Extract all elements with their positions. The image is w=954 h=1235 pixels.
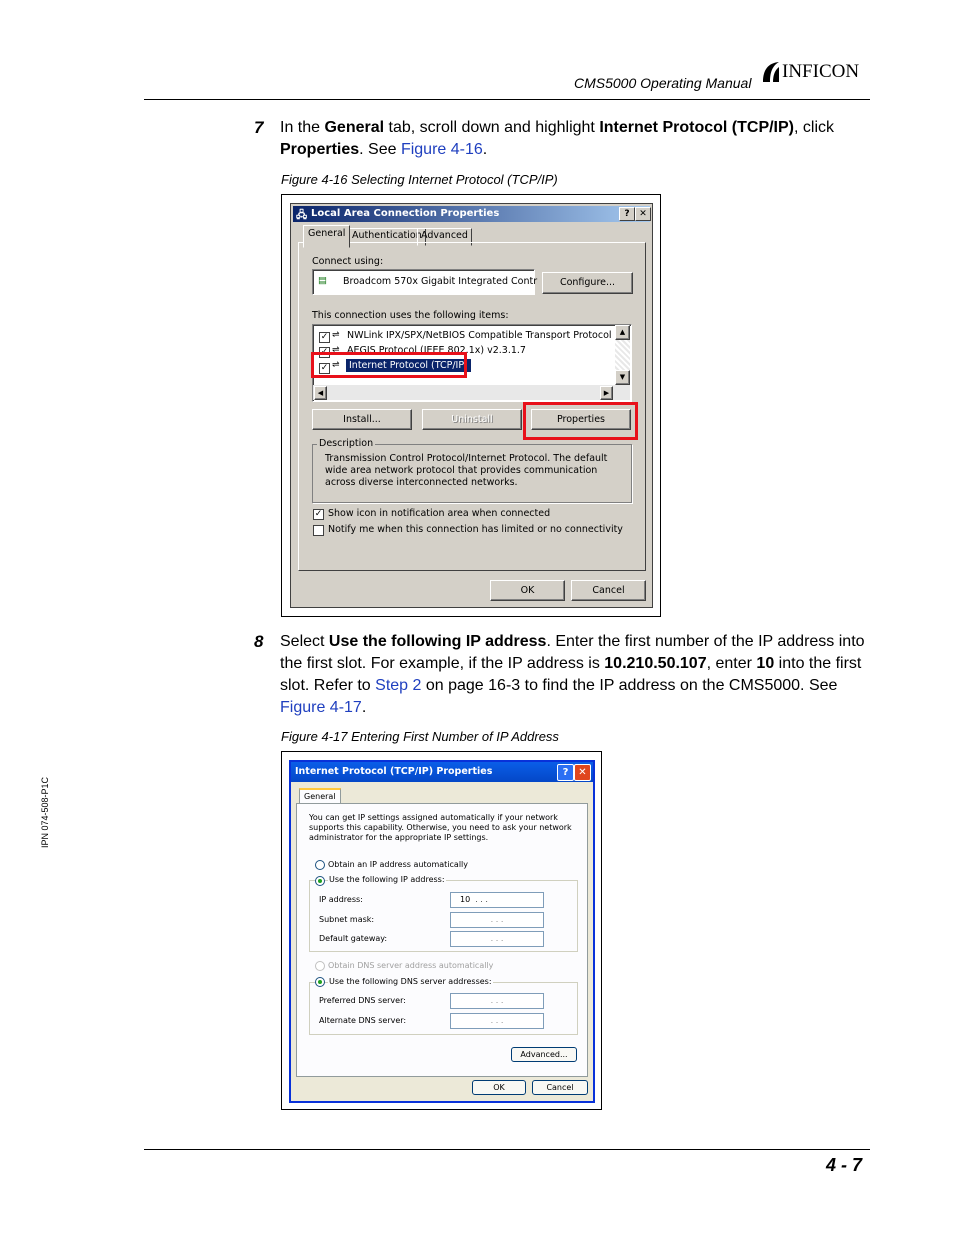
- scroll-left-arrow-icon[interactable]: ◀: [314, 386, 327, 400]
- ok-button[interactable]: OK: [490, 580, 565, 601]
- tab-general[interactable]: General: [303, 225, 350, 248]
- use-dns-radio[interactable]: [315, 977, 325, 987]
- connect-using-label: Connect using:: [312, 256, 384, 267]
- protocol-icon: ⇌: [332, 345, 340, 355]
- alternate-dns-field[interactable]: . . .: [450, 1013, 544, 1029]
- items-label: This connection uses the following items:: [312, 310, 509, 321]
- uninstall-button: Uninstall: [422, 409, 522, 430]
- step-8-number: 8: [254, 632, 264, 651]
- figure-4-16-caption: Figure 4-16 Selecting Internet Protocol (TCP/IP): [281, 172, 558, 187]
- intro-text: You can get IP settings assigned automatically if your network supports this capability. Otherwise, you need to ask your network administrator for the appropriate IP settings.: [309, 813, 572, 842]
- inficon-logo: [760, 60, 875, 84]
- tab-advanced[interactable]: Advanced: [417, 228, 472, 246]
- subnet-mask-field[interactable]: . . .: [450, 912, 544, 928]
- obtain-ip-label: Obtain an IP address automatically: [328, 860, 469, 869]
- close-button[interactable]: ✕: [574, 764, 591, 781]
- description-text: Transmission Control Protocol/Internet Protocol. The default wide area network protocol that provides communication across diverse interconnected networks.: [325, 453, 608, 488]
- tab-general[interactable]: General: [299, 788, 341, 803]
- use-ip-label: Use the following IP address:: [329, 875, 445, 884]
- adapter-field: [312, 269, 538, 295]
- list-item-nwlink[interactable]: NWLink IPX/SPX/NetBIOS Compatible Transport Protocol: [347, 330, 612, 341]
- network-card-icon: ▤: [318, 275, 327, 286]
- network-icon: 🖧: [296, 210, 308, 221]
- use-ip-radio[interactable]: [315, 876, 325, 886]
- protocol-icon: ⇌: [332, 360, 340, 370]
- dialog-titlebar: [293, 206, 650, 222]
- figure-4-17-caption: Figure 4-17 Entering First Number of IP Address: [281, 729, 559, 744]
- show-icon-checkbox[interactable]: ✓: [314, 509, 323, 519]
- lan-properties-dialog: [290, 203, 653, 608]
- ok-button[interactable]: OK: [472, 1080, 526, 1095]
- document-title: CMS5000 Operating Manual: [574, 75, 752, 91]
- scroll-up-arrow-icon[interactable]: ▲: [615, 325, 630, 340]
- footer-rule: [144, 1149, 870, 1150]
- adapter-name: Broadcom 570x Gigabit Integrated Contr: [343, 276, 538, 287]
- help-button[interactable]: ?: [557, 764, 574, 781]
- obtain-ip-radio[interactable]: [315, 860, 325, 870]
- protocol-icon: ⇌: [332, 330, 340, 340]
- header-rule: [144, 99, 870, 100]
- obtain-dns-label: Obtain DNS server address automatically: [328, 961, 494, 970]
- tcpip-properties-dialog: [289, 760, 595, 1103]
- close-button[interactable]: ✕: [635, 207, 651, 221]
- horizontal-scrollbar[interactable]: [313, 385, 630, 400]
- notify-checkbox[interactable]: [313, 525, 324, 536]
- step-7-number: 7: [254, 118, 264, 137]
- show-icon-label: Show icon in notification area when connected: [328, 508, 551, 519]
- figure-4-17-frame: [281, 751, 602, 1110]
- ip-address-label: IP address:: [319, 895, 363, 904]
- default-gateway-field[interactable]: . . .: [450, 931, 544, 947]
- scroll-right-arrow-icon[interactable]: ▶: [600, 386, 613, 400]
- use-dns-label: Use the following DNS server addresses:: [329, 977, 492, 986]
- ip-address-field[interactable]: 10 . . .: [450, 892, 544, 908]
- logo-wordmark: INFICON: [782, 61, 860, 82]
- side-ipn-label: IPN 074-508-P1C: [40, 776, 50, 848]
- preferred-dns-label: Preferred DNS server:: [319, 996, 406, 1005]
- preferred-dns-field[interactable]: . . .: [450, 993, 544, 1009]
- step-8-text: Select Use the following IP address. Enter the first number of the IP address into the first slot. For example, if the IP address is 10.210.50.107, enter 10 into the first slot. Refer to Step 2 on page 16-3 to find the IP address on the CMS5000. See Figure 4-17.: [280, 633, 865, 716]
- cancel-button[interactable]: Cancel: [571, 580, 646, 601]
- step-2-link[interactable]: Step 2: [375, 677, 422, 694]
- install-button[interactable]: Install...: [312, 409, 412, 430]
- tab-authentication[interactable]: Authentication: [348, 228, 426, 246]
- cancel-button[interactable]: Cancel: [532, 1080, 588, 1095]
- description-label: Description: [319, 438, 374, 449]
- obtain-dns-radio: [315, 961, 325, 971]
- dialog-titlebar: [291, 762, 593, 782]
- highlight-tcpip-box: [311, 352, 467, 378]
- step-7-text: In the General tab, scroll down and highlight Internet Protocol (TCP/IP), click Properties. See Figure 4-16.: [280, 119, 834, 158]
- subnet-mask-label: Subnet mask:: [319, 915, 375, 924]
- item-checkbox-tcpip[interactable]: ✓: [320, 363, 329, 373]
- help-button[interactable]: ?: [619, 207, 635, 221]
- page-number: 4 - 7: [826, 1155, 863, 1175]
- properties-button[interactable]: Properties: [531, 409, 631, 430]
- notify-label: Notify me when this connection has limited or no connectivity: [328, 524, 623, 535]
- dialog-title: Local Area Connection Properties: [311, 208, 500, 219]
- advanced-button[interactable]: Advanced...: [511, 1047, 577, 1062]
- list-item-aegis[interactable]: AEGIS Protocol (IEEE 802.1x) v2.3.1.7: [347, 345, 526, 356]
- inficon-logo-mark: [760, 60, 782, 84]
- configure-button[interactable]: Configure...: [542, 272, 633, 294]
- highlight-properties-box: [523, 402, 638, 440]
- figure-4-16-link[interactable]: Figure 4-16: [400, 141, 483, 158]
- alternate-dns-label: Alternate DNS server:: [319, 1016, 407, 1025]
- figure-4-16-frame: [281, 194, 661, 617]
- item-checkbox-nwlink[interactable]: ✓: [320, 332, 329, 342]
- list-item-tcpip-selected[interactable]: Internet Protocol (TCP/IP): [346, 359, 471, 372]
- scroll-down-arrow-icon[interactable]: ▼: [615, 370, 630, 385]
- item-checkbox-aegis[interactable]: ✓: [320, 347, 329, 357]
- default-gateway-label: Default gateway:: [319, 934, 388, 943]
- dialog-title: Internet Protocol (TCP/IP) Properties: [295, 766, 493, 777]
- figure-4-17-link[interactable]: Figure 4-17: [280, 699, 362, 716]
